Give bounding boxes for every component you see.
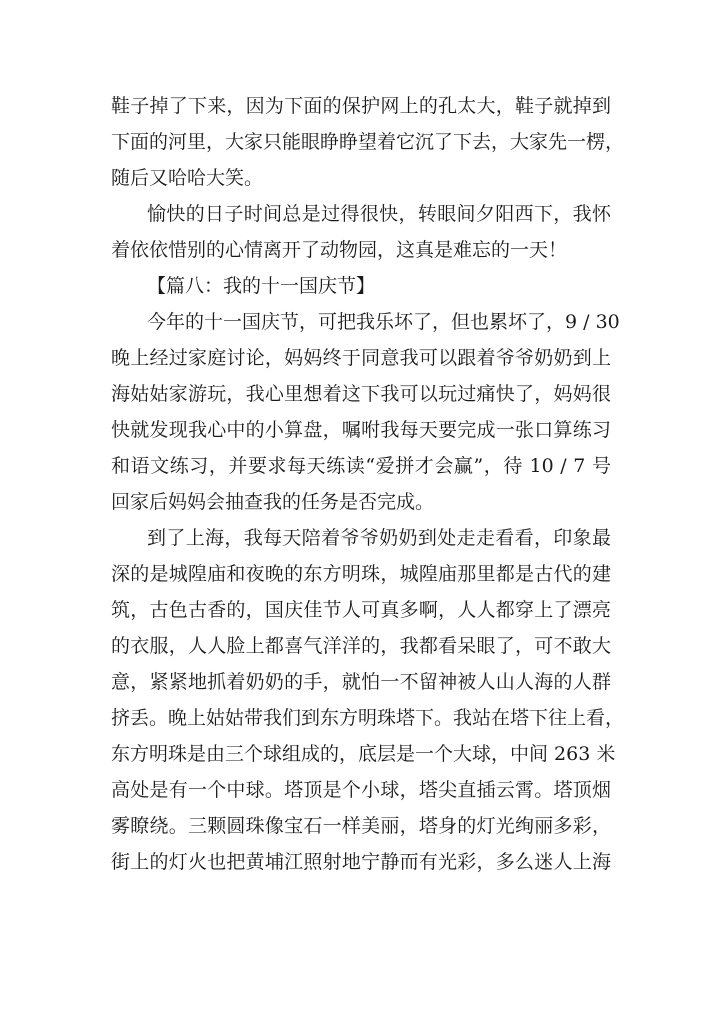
text-line: 到了上海，我每天陪着爷爷奶奶到处走走看看，印象最 bbox=[147, 527, 611, 549]
text-line: 雾瞭绕。三颗圆珠像宝石一样美丽，塔身的灯光绚丽多彩， bbox=[111, 815, 611, 837]
text-line: 今年的十一国庆节，可把我乐坏了，但也累坏了，9 / 30 bbox=[147, 311, 620, 333]
text-line: 晚上经过家庭讨论，妈妈终于同意我可以跟着爷爷奶奶到上 bbox=[111, 347, 611, 369]
text-line: 东方明珠是由三个球组成的，底层是一个大球，中间 263 米 bbox=[111, 743, 616, 765]
text-line: 街上的灯火也把黄埔江照射地宁静而有光彩，多么迷人上海 bbox=[111, 851, 611, 873]
text-line: 鞋子掉了下来，因为下面的保护网上的孔太大，鞋子就掉到 bbox=[111, 95, 611, 117]
text-line: 挤丢。晚上姑姑带我们到东方明珠塔下。我站在塔下往上看， bbox=[111, 707, 625, 729]
text-line: 高处是有一个中球。塔顶是个小球，塔尖直插云霄。塔顶烟 bbox=[111, 779, 611, 801]
text-line: 愉快的日子时间总是过得很快，转眼间夕阳西下，我怀 bbox=[147, 203, 611, 225]
text-line: 海姑姑家游玩，我心里想着这下我可以玩过痛快了，妈妈很 bbox=[111, 383, 611, 405]
text-line: 深的是城隍庙和夜晚的东方明珠，城隍庙那里都是古代的建 bbox=[111, 563, 611, 585]
text-line: 快就发现我心中的小算盘，嘱咐我每天要完成一张口算练习 bbox=[111, 419, 611, 441]
text-line: 筑，古色古香的，国庆佳节人可真多啊，人人都穿上了漂亮 bbox=[111, 599, 611, 621]
text-line: 意，紧紧地抓着奶奶的手，就怕一不留神被人山人海的人群 bbox=[111, 671, 611, 693]
section-heading: 【篇八：我的十一国庆节】 bbox=[147, 275, 376, 297]
body-text bbox=[111, 88, 625, 880]
text-line: 的衣服，人人脸上都喜气洋洋的，我都看呆眼了，可不敢大 bbox=[111, 635, 611, 657]
text-line: 着依依惜别的心情离开了动物园，这真是难忘的一天！ bbox=[111, 239, 568, 261]
text-line: 随后又哈哈大笑。 bbox=[111, 167, 264, 189]
text-line: 回家后妈妈会抽查我的任务是否完成。 bbox=[111, 491, 435, 513]
text-line: 和语文练习，并要求每天练读“爱拼才会赢”，待 10 / 7 号 bbox=[111, 455, 611, 477]
text-line: 下面的河里，大家只能眼睁睁望着它沉了下去，大家先一楞， bbox=[111, 131, 625, 153]
